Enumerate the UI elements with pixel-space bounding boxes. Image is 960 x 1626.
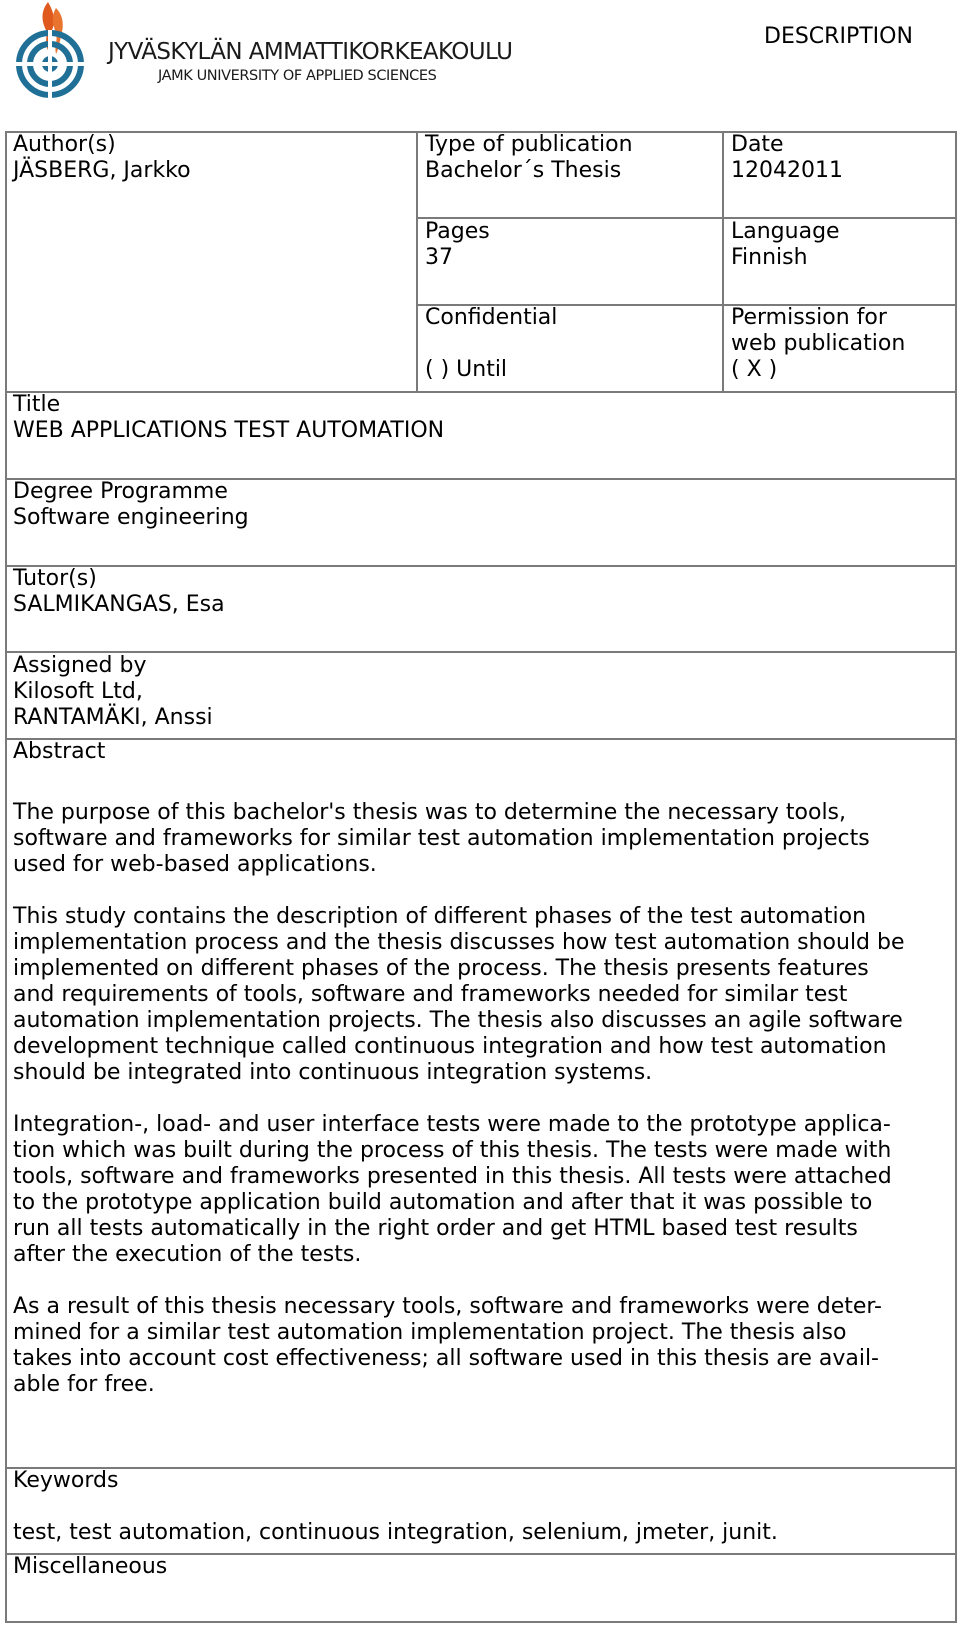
confidential-value: ( ) Until [425, 357, 508, 382]
abstract-line: automation implementation projects. The thesis also discusses an agile software [13, 1008, 903, 1033]
pages-label: Pages [425, 219, 490, 244]
abstract-label: Abstract [13, 739, 106, 764]
assigned-by-label: Assigned by [13, 653, 147, 678]
abstract-line: and requirements of tools, software and frameworks needed for similar test [13, 982, 848, 1007]
permission-label-line2: web publication [731, 331, 906, 356]
abstract-line: implementation process and the thesis discusses how test automation should be [13, 930, 905, 955]
publication-type-value: Bachelor´s Thesis [425, 158, 622, 183]
author-value: JÄSBERG, Jarkko [13, 158, 191, 183]
abstract-paragraph [13, 1112, 953, 1268]
confidential-label: Confidential [425, 305, 558, 330]
abstract-line: should be integrated into continuous integration systems. [13, 1060, 653, 1085]
degree-programme-value: Software engineering [13, 505, 249, 530]
language-label: Language [731, 219, 840, 244]
table-divider [416, 217, 957, 219]
abstract-line: development technique called continuous integration and how test automation [13, 1034, 887, 1059]
table-divider [416, 131, 418, 393]
table-divider [5, 565, 957, 567]
abstract-line: after the execution of the tests. [13, 1242, 362, 1267]
abstract-line: takes into account cost effectiveness; all software used in this thesis are avail- [13, 1346, 879, 1371]
abstract-paragraph [13, 1294, 953, 1398]
abstract-line: used for web-based applications. [13, 852, 377, 877]
abstract-line: implemented on different phases of the process. The thesis presents features [13, 956, 869, 981]
keywords-value: test, test automation, continuous integration, selenium, jmeter, junit. [13, 1520, 778, 1545]
university-name: JYVÄSKYLÄN AMMATTIKORKEAKOULU [108, 39, 513, 65]
table-divider [5, 391, 957, 393]
abstract-line: tools, software and frameworks presented in this thesis. All tests were attached [13, 1164, 892, 1189]
pages-value: 37 [425, 245, 453, 270]
abstract-line: software and frameworks for similar test automation implementation projects [13, 826, 870, 851]
assigned-by-value: Kilosoft Ltd, [13, 679, 143, 704]
abstract-paragraph [13, 800, 953, 878]
tutors-label: Tutor(s) [13, 566, 97, 591]
abstract-line: run all tests automatically in the right order and get HTML based test results [13, 1216, 858, 1241]
abstract-line: As a result of this thesis necessary tools, software and frameworks were deter- [13, 1294, 882, 1319]
thesis-description-form [5, 131, 957, 1623]
abstract-line: to the prototype application build automation and after that it was possible to [13, 1190, 873, 1215]
title-label: Title [13, 392, 61, 417]
table-divider [5, 738, 957, 740]
abstract-line: This study contains the description of different phases of the test automation [13, 904, 867, 929]
abstract-line: mined for a similar test automation implementation project. The thesis also [13, 1320, 847, 1345]
document-type-heading: DESCRIPTION [764, 24, 913, 49]
publication-type-label: Type of publication [425, 132, 633, 157]
degree-programme-label: Degree Programme [13, 479, 228, 504]
table-border [5, 1621, 957, 1623]
abstract-line: tion which was built during the process of this thesis. The tests were made with [13, 1138, 892, 1163]
assigned-by-value-line2: RANTAMÄKI, Anssi [13, 705, 213, 730]
language-value: Finnish [731, 245, 808, 270]
abstract-paragraph [13, 904, 953, 1086]
abstract-line: able for free. [13, 1372, 155, 1397]
university-name-english: JAMK UNIVERSITY OF APPLIED SCIENCES [158, 68, 437, 84]
title-value: WEB APPLICATIONS TEST AUTOMATION [13, 418, 445, 443]
miscellaneous-label: Miscellaneous [13, 1554, 168, 1579]
table-divider [5, 651, 957, 653]
table-border [955, 131, 957, 1623]
author-label: Author(s) [13, 132, 116, 157]
abstract-body [13, 800, 953, 1424]
tutors-value: SALMIKANGAS, Esa [13, 592, 225, 617]
table-border [5, 131, 7, 1623]
permission-value: ( X ) [731, 357, 778, 382]
keywords-label: Keywords [13, 1468, 119, 1493]
date-label: Date [731, 132, 784, 157]
abstract-line: The purpose of this bachelor's thesis was to determine the necessary tools, [13, 800, 847, 825]
abstract-line: Integration-, load- and user interface tests were made to the prototype applica- [13, 1112, 891, 1137]
jamk-logo-icon [12, 0, 92, 100]
date-value: 12042011 [731, 158, 843, 183]
table-divider [722, 131, 724, 393]
table-divider [5, 1467, 957, 1469]
permission-label: Permission for [731, 305, 887, 330]
